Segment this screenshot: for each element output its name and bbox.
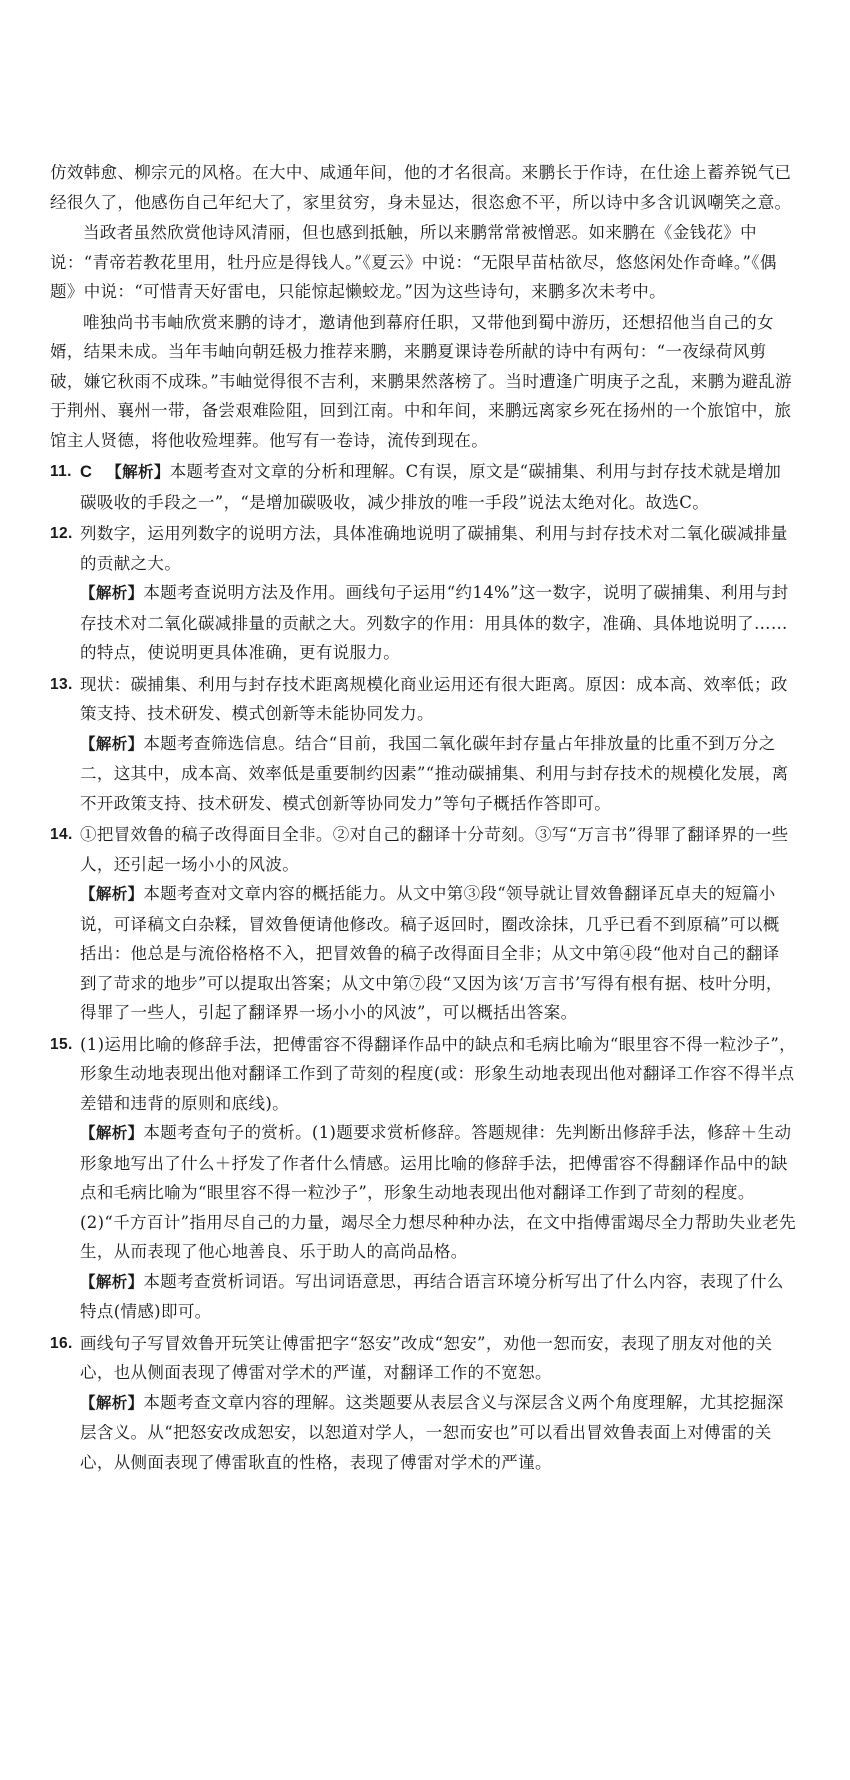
analysis-tag: 【 解析 】 [80,584,143,602]
analysis-text: 本题考查对文章内容的概括能力。从文中第③段“领导就让冒效鲁翻译瓦卓夫的短篇小说，可译稿文白杂糅，冒效鲁便请他修改。稿子返回时，圈改涂抹，几乎已看不到原稿”可以概括出：他总是与流俗格格不入，把冒效鲁的稿子改得面目全非；从文中第④段“他对自己的翻译到了苛求的地步”可以提取出答案；从文中第⑦段“又因为该‘万言书’写得有根有据、枝叶分明，得罪了一些人，引起了翻译界一场小小的风波”，可以概括出答案。 [80,884,783,1022]
answer-text: 现状：碳捕集、利用与封存技术距离规模化商业运用还有很大距离。原因：成本高、效率低；政策支持、技术研发、模式创新等未能协同发力。 [80,674,788,723]
question-number: 11. [50,463,72,480]
analysis-text: 本题考查赏析词语。写出词语意思，再结合语言环境分析写出了什么内容，表现了什么特点(情感)即可。 [80,1271,784,1321]
answer-text: (2)“千方百计”指用尽自己的力量，竭尽全力想尽种种办法，在文中指傅雷竭尽全力帮助失业老先生，从而表现了他心地善良、乐于助人的高尚品格。 [80,1212,796,1261]
analysis-text: 本题考查说明方法及作用。画线句子运用“约14%”这一数字，说明了碳捕集、利用与封存技术对二氧化碳减排量的贡献之大。列数字的作用：用具体的数字，准确、具体地说明了……的特点，使说明更具体准确，更有说服力。 [80,583,789,662]
question-number: 13. [50,675,73,693]
analysis-text: 本题考查筛选信息。结合“目前，我国二氧化碳年封存量占年排放量的比重不到万分之二，这其中，成本高、效率低是重要制约因素”“推动碳捕集、利用与封存技术的规模化发展，离不开政策支持、技术研发、模式创新等协同发力”等句子概括作答即可。 [80,733,789,813]
question-15 [50,1030,796,1327]
question-number: 12. [50,525,73,542]
answer-text: 画线句子写冒效鲁开玩笑让傅雷把字“怒安”改成“恕安”，劝他一恕而安，表现了朋友对他的关心，也从侧面表现了傅雷对学术的严谨，对翻译工作的不宽恕。 [80,1333,773,1382]
analysis-text: 本题考查句子的赏析。(1)题要求赏析修辞。答题规律：先判断出修辞手法，修辞＋生动形象地写出了什么＋抒发了作者什么情感。运用比喻的修辞手法，把傅雷容不得翻译作品中的缺点和毛病比喻为“眼里容不得一粒沙子”，形象生动地表现出他对翻译工作到了苛刻的程度。 [80,1123,792,1202]
translation-paragraph: 仿效韩愈、柳宗元的风格。在大中、咸通年间，他的才名很高。来鹏长于作诗，在仕途上蓄养锐气已经很久了，他感伤自己年纪大了，家里贫穷，身未显达，很恣愈不平，所以诗中多含讥讽嘲笑之意。 [50,163,792,212]
analysis-tag: 【 解析 】 [80,1124,143,1142]
analysis-tag: 【 解析 】 [80,1394,143,1412]
analysis-tag: 【 解析 】 [80,735,143,753]
question-14 [50,820,796,1028]
page-content [50,158,796,1477]
answer-text: (1)运用比喻的修辞手法，把傅雷容不得翻译作品中的缺点和毛病比喻为“眼里容不得一粒沙子”，形象生动地表现出他对翻译工作到了苛刻的程度(或：形象生动地表现出他对翻译工作容不得半点差错和违背的原则和底线)。 [80,1034,796,1113]
question-number: 16. [50,1334,73,1352]
answer-choice: C [80,463,93,481]
question-12 [50,519,796,668]
translation-paragraph: 唯独尚书韦岫欣赏来鹏的诗才，邀请他到幕府任职，又带他到蜀中游历，还想招他当自己的女婿，结果未成。当年韦岫向朝廷极力推荐来鹏，来鹏夏课诗卷所献的诗中有两句：“一夜绿荷风剪破，嫌它秋雨不成珠。”韦岫觉得很不吉利，来鹏果然落榜了。当时遭逢广明庚子之乱，来鹏为避乱游于荆州、襄州一带，备尝艰难险阻，回到江南。中和年间，来鹏远离家乡死在扬州的一个旅馆中，旅馆主人贤德，将他收殓埋葬。他写有一卷诗，流传到现在。 [50,312,792,450]
question-11 [50,457,796,517]
analysis-tag: 【 解析 】 [80,885,143,903]
answer-text: ①把冒效鲁的稿子改得面目全非。②对自己的翻译十分苛刻。③写“万言书”得罪了翻译界的一些人，还引起一场小小的风波。 [80,825,789,874]
answer-text: 列数字，运用列数字的说明方法，具体准确地说明了碳捕集、利用与封存技术对二氧化碳减排量的贡献之大。 [80,524,788,573]
question-16 [50,1329,796,1478]
translation-paragraph: 当政者虽然欣赏他诗风清丽，但也感到抵触，所以来鹏常常被憎恶。如来鹏在《金钱花》中说：“青帝若教花里用，牡丹应是得钱人。”《夏云》中说：“无限早苗枯欲尽，悠悠闲处作奇峰。”《偶题》中说：“可惜青天好雷电，只能惊起懒蛟龙。”因为这些诗句，来鹏多次未考中。 [50,223,777,301]
question-number: 14. [50,826,73,843]
question-number: 15. [50,1035,73,1053]
analysis-tag: 【 解析 】 [80,1273,143,1291]
analysis-tag: 【 解析 】 [106,463,169,481]
question-13 [50,670,796,819]
analysis-text: 本题考查对文章的分析和理解。C有误，原文是“碳捕集、利用与封存技术就是增加碳吸收的手段之一”，“是增加碳吸收，减少排放的唯一手段”说法太绝对化。故选C。 [80,462,782,512]
analysis-text: 本题考查文章内容的理解。这类题要从表层含义与深层含义两个角度理解，尤其挖掘深层含义。从“把怒安改成恕安，以恕道对学人，一恕而安也”可以看出冒效鲁表面上对傅雷的关心，从侧面表现了傅雷耿直的性格，表现了傅雷对学术的严谨。 [80,1392,784,1472]
